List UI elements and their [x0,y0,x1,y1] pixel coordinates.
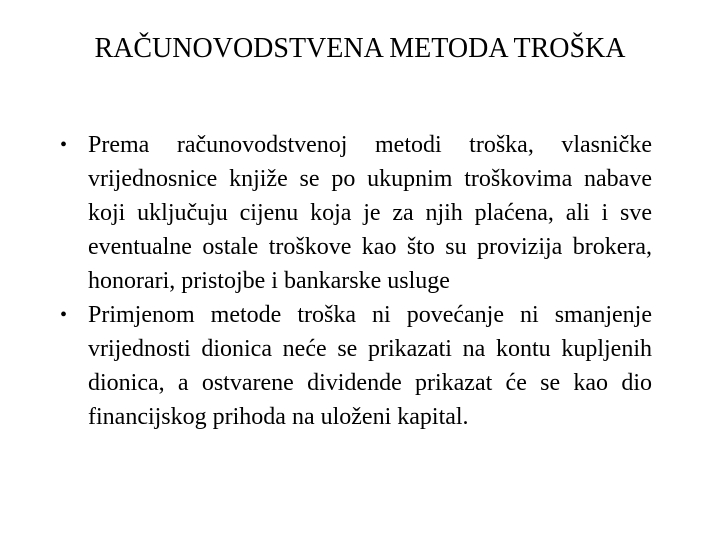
bullet-list [56,128,652,434]
bullet-item [56,128,652,298]
bullet-text: Primjenom metode troška ni povećanje ni smanjenje vrijednosti dionica neće se prikazati na kontu kupljenih dionica, a ostvarene dividende prikazat će se kao dio financijskog prihoda na uloženi kapital. [88,302,652,430]
slide-title: RAČUNOVODSTVENA METODA TROŠKA [94,33,626,64]
bullet-marker-icon: • [60,304,68,326]
bullet-marker-icon: • [60,134,68,156]
bullet-item [56,298,652,434]
bullet-text: Prema računovodstvenoj metodi troška, vlasničke vrijednosnice knjiže se po ukupnim troškovima nabave koji uključuju cijenu koja je za njih plaćena, ali i sve eventualne ostale troškove kao što su provizija brokera, honorari, pristojbe i bankarske usluge [88,132,652,294]
